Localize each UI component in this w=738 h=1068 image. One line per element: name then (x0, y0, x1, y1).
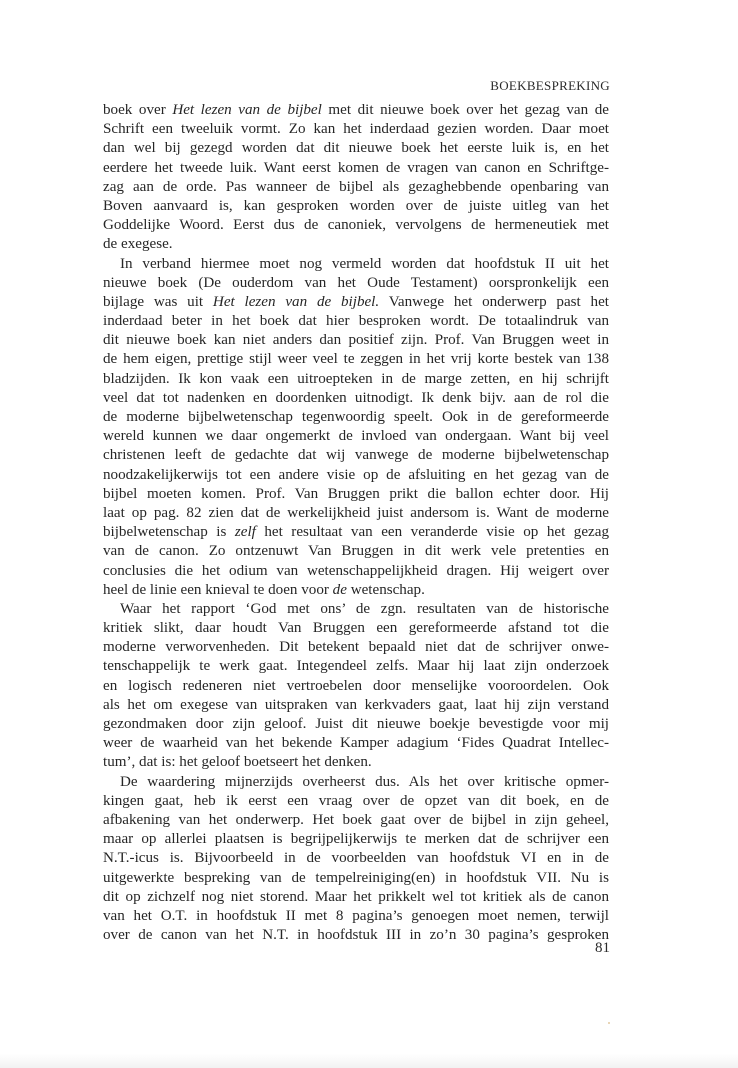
text-segment: zag aan de orde. Pas wanneer de bijbel als gezaghebbende openbaring van (103, 178, 609, 195)
text-line (103, 466, 609, 485)
text-line (103, 849, 609, 868)
text-segment: kritiek slikt, daar houdt Van Bruggen een gereformeerde afstand tot die (103, 620, 609, 637)
text-segment: Schrift een tweeluik vormt. Zo kan het inderdaad gezien worden. Daar moet (103, 121, 609, 138)
text-segment: Vanwege het onderwerp past het (379, 293, 609, 310)
page-number: 81 (595, 940, 610, 956)
text-line (103, 888, 609, 907)
text-line (103, 811, 609, 830)
text-segment: Goddelijke Woord. Eerst dus de canoniek, vervolgens de hermeneutiek met (103, 217, 609, 234)
text-segment: bijlage was uit (103, 293, 213, 310)
italic-text: de (332, 581, 347, 598)
text-segment: bijbelwetenschap is (103, 524, 235, 541)
text-segment: bladzijden. Ik kon vaak een uitroepteken in de marge zetten, en hij schrijft (103, 370, 609, 387)
text-line (103, 235, 609, 254)
text-line (103, 869, 609, 888)
text-segment: de exegese. (103, 236, 173, 253)
text-line (103, 274, 609, 293)
text-segment: dit op zichzelf nog niet storend. Maar het prikkelt wel tot kritiek als de canon (103, 888, 609, 905)
text-line (103, 657, 609, 676)
text-line (103, 197, 609, 216)
text-line (103, 408, 609, 427)
text-segment: afbakening van het onderwerp. Het boek gaat over de bijbel in zijn geheel, (103, 811, 609, 828)
italic-text: Het lezen van de bijbel (172, 102, 322, 118)
text-line (103, 178, 609, 197)
text-segment: boek over (103, 102, 173, 118)
text-segment: bijbel moeten komen. Prof. Van Bruggen prikt die ballon echter door. Hij (103, 485, 609, 502)
text-line (103, 926, 609, 945)
text-line (103, 753, 609, 772)
text-line (103, 350, 609, 369)
text-line (103, 619, 609, 638)
text-segment: heel de linie een knieval te doen voor (103, 581, 333, 598)
text-line (103, 830, 609, 849)
text-segment: van het O.T. in hoofdstuk II met 8 pagina’s genoegen moet nemen, terwijl (103, 907, 609, 924)
text-segment: De waardering mijnerzijds overheerst dus. Als het over kritische opmer- (120, 773, 609, 790)
text-line (103, 427, 609, 446)
text-segment: wetenschap. (346, 581, 425, 598)
text-line (103, 312, 609, 331)
text-segment: over de canon van het N.T. in hoofdstuk III in zo’n 30 pagina’s gesproken (103, 927, 609, 944)
text-segment: dit nieuwe boek kan niet anders dan positief zijn. Prof. Van Bruggen weet in (103, 332, 609, 349)
text-segment: als het om exegese van uitspraken van kerkvaders gaat, laat hij zijn verstand (103, 696, 609, 713)
paper-speck (608, 1022, 610, 1024)
text-segment: kingen gaat, heb ik eerst een vraag over de opzet van dit boek, en de (103, 792, 609, 809)
text-segment: christenen leeft de gedachte dat wij vanwege de moderne bijbelwetenschap (103, 447, 609, 464)
text-segment: N.T.-icus is. Bijvoorbeeld in de voorbeelden van hoofdstuk VI en in de (103, 850, 609, 867)
body-text (103, 101, 609, 945)
text-segment: en logisch redeneren niet vertroebelen door menselijke vooroordelen. Ook (103, 677, 609, 694)
text-line (103, 715, 609, 734)
scan-edge-shadow (0, 1054, 738, 1068)
text-line (103, 677, 609, 696)
text-line (103, 139, 609, 158)
text-line (103, 120, 609, 139)
text-segment: nieuwe boek (De ouderdom van het Oude Testament) oorspronkelijk een (103, 274, 609, 291)
text-line (103, 600, 609, 619)
text-line (103, 542, 609, 561)
text-segment: moderne verworvenheden. Dit betekent bepaald niet dat de schrijver onwe- (103, 639, 609, 656)
text-segment: tum’, dat is: het geloof boetseert het denken. (103, 754, 372, 771)
text-segment: de moderne bijbelwetenschap tegenwoordig speelt. Ook in de gereformeerde (103, 409, 609, 425)
text-line (103, 370, 609, 389)
text-line (103, 293, 609, 312)
text-line (103, 446, 609, 465)
text-segment: de hem eigen, prettige stijl weer veel te zeggen in het vrij korte bestek van 138 (103, 351, 609, 368)
text-segment: Waar het rapport ‘God met ons’ de zgn. resultaten van de historische (120, 600, 609, 617)
text-line (103, 523, 609, 542)
text-segment: wereld kunnen we daar ongemerkt de invloed van ondergaan. Want bij veel (103, 428, 609, 445)
text-segment: tenschappelijk te werk gaat. Integendeel zelfs. Maar hij laat zijn onderzoek (103, 658, 609, 675)
text-segment: gezondmaken door zijn geloof. Juist dit nieuwe boekje bevestigde voor mij (103, 716, 609, 732)
text-segment: het resultaat van een veranderde visie op het gezag (255, 524, 609, 541)
italic-text: Het lezen van de bijbel. (212, 293, 380, 310)
text-line (103, 159, 609, 178)
text-line (103, 562, 609, 581)
text-segment: eerdere het tweede luik. Want eerst komen de vragen van canon en Schriftge- (103, 159, 609, 176)
text-segment: laat op pag. 82 zien dat de werkelijkheid juist andersom is. Want de moderne (103, 504, 609, 521)
text-segment: met dit nieuwe boek over het gezag van de (321, 102, 609, 118)
text-segment: Boven aanvaard is, kan gesproken worden over de juiste uitleg van het (103, 197, 609, 214)
text-line (103, 734, 609, 753)
text-line (103, 389, 609, 408)
italic-text: zelf (234, 524, 256, 541)
text-line (103, 581, 609, 600)
running-header: BOEKBESPREKING (490, 78, 610, 93)
text-line (103, 485, 609, 504)
text-line (103, 504, 609, 523)
text-line (103, 907, 609, 926)
text-line (103, 101, 609, 120)
text-line (103, 216, 609, 235)
text-segment: noodzakelijkerwijs tot een andere visie op de afsluiting en het gezag van de (103, 466, 609, 483)
text-line (103, 773, 609, 792)
text-segment: conclusies die het odium van wetenschappelijkheid dragen. Hij weigert over (103, 562, 609, 579)
text-line (103, 792, 609, 811)
text-line (103, 696, 609, 715)
text-segment: uitgewerkte bespreking van de tempelreiniging(en) in hoofdstuk VII. Nu is (103, 869, 609, 886)
text-segment: van de canon. Zo ontzenuwt Van Bruggen in dit werk vele pretenties en (103, 543, 609, 560)
text-segment: maar op allerlei plaatsen is begrijpelijkerwijs te merken dat de schrijver een (103, 831, 609, 848)
text-line (103, 638, 609, 657)
text-segment: In verband hiermee moet nog vermeld worden dat hoofdstuk II uit het (120, 255, 609, 272)
text-segment: inderdaad beter in het boek dat hier besproken wordt. De totaalindruk van (103, 313, 609, 330)
text-segment: weer de waarheid van het bekende Kamper adagium ‘Fides Quadrat Intellec- (103, 735, 609, 752)
text-line (103, 331, 609, 350)
text-segment: dan wel bij gezegd worden dat dit nieuwe boek het eerste luik is, en het (103, 140, 609, 157)
text-line (103, 255, 609, 274)
text-segment: veel dat tot nadenken en doordenken uitnodigt. Ik denk bijv. aan de rol die (103, 389, 609, 406)
